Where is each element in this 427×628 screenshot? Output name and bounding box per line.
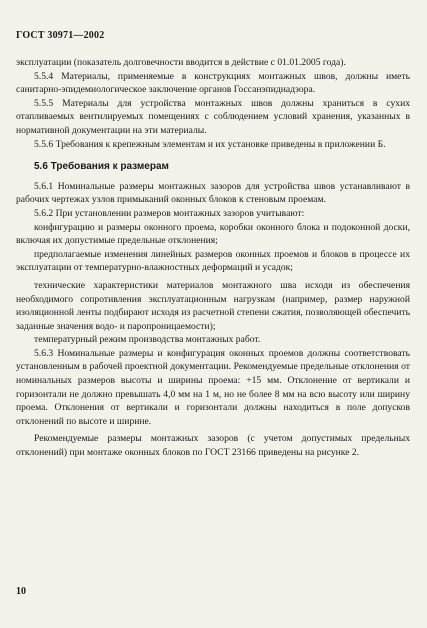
document-body	[16, 56, 410, 460]
list-item-materials: технические характеристики материалов монтажного шва исходя из обеспечения необходимого сопротивления эксплуатационным нагрузкам (например, размер наружной изоляционной ленты подбирают исходя из расчетной степени сжатия, позволяющей обеспечить заданные значения водо- и паропроницаемости);	[16, 279, 410, 332]
paragraph-continuation: эксплуатации (показатель долговечности вводится в действие с 01.01.2005 года).	[16, 57, 346, 68]
paragraph-5-6-3: 5.6.3 Номинальные размеры и конфигурация оконных проемов должны соответствовать установленным в рабочей проектной документации. Рекомендуемые предельные отклонения от номинальных размеров высоты и ширины проема: +15 мм. Отклонение от вертикали и горизонтали не должно превышать 4,0 мм на 1 м, но не более 8 мм на всю высоту или ширину проема. Отклонения от вертикали и горизонтали должны находиться в поле допусков отклонений по высоте и ширине.	[16, 347, 410, 427]
paragraph-5-6-1: 5.6.1 Номинальные размеры монтажных зазоров для устройства швов устанавливают в рабочих чертежах узлов примыканий оконных блоков к стеновым проемам.	[16, 180, 410, 206]
document-header: ГОСТ 30971—2002	[16, 30, 105, 41]
section-heading: 5.6 Требования к размерам	[34, 161, 169, 173]
list-item-deformations: предполагаемые изменения линейных размеров оконных проемов и блоков в процессе их эксплуатации от температурно-влажностных деформаций и усадок;	[16, 248, 410, 274]
paragraph-recommended-gaps: Рекомендуемые размеры монтажных зазоров (с учетом допустимых предельных отклонений) при монтаже оконных блоков по ГОСТ 23166 приведены на рисунке 2.	[16, 433, 410, 459]
paragraph-5-5-4: 5.5.4 Материалы, применяемые в конструкциях монтажных швов, должны иметь санитарно-эпидемиологическое заключение органов Госсанэпиднадзора.	[16, 70, 410, 96]
list-item-configuration: конфигурацию и размеры оконного проема, коробки оконного блока и подоконной доски, включая их допустимые предельные отклонения;	[16, 221, 410, 247]
list-item-temperature: температурный режим производства монтажных работ.	[34, 334, 261, 346]
page-number: 10	[16, 586, 26, 597]
paragraph-5-6-2: 5.6.2 При установлении размеров монтажных зазоров учитывают:	[34, 207, 305, 219]
paragraph-5-5-6: 5.5.6 Требования к крепежным элементам и их установке приведены в приложении Б.	[34, 138, 386, 150]
paragraph-5-5-5: 5.5.5 Материалы для устройства монтажных швов должны храниться в сухих отапливаемых вентилируемых помещениях с соблюдением условий хранения, указанных в нормативной документации на эти материалы.	[16, 97, 410, 136]
